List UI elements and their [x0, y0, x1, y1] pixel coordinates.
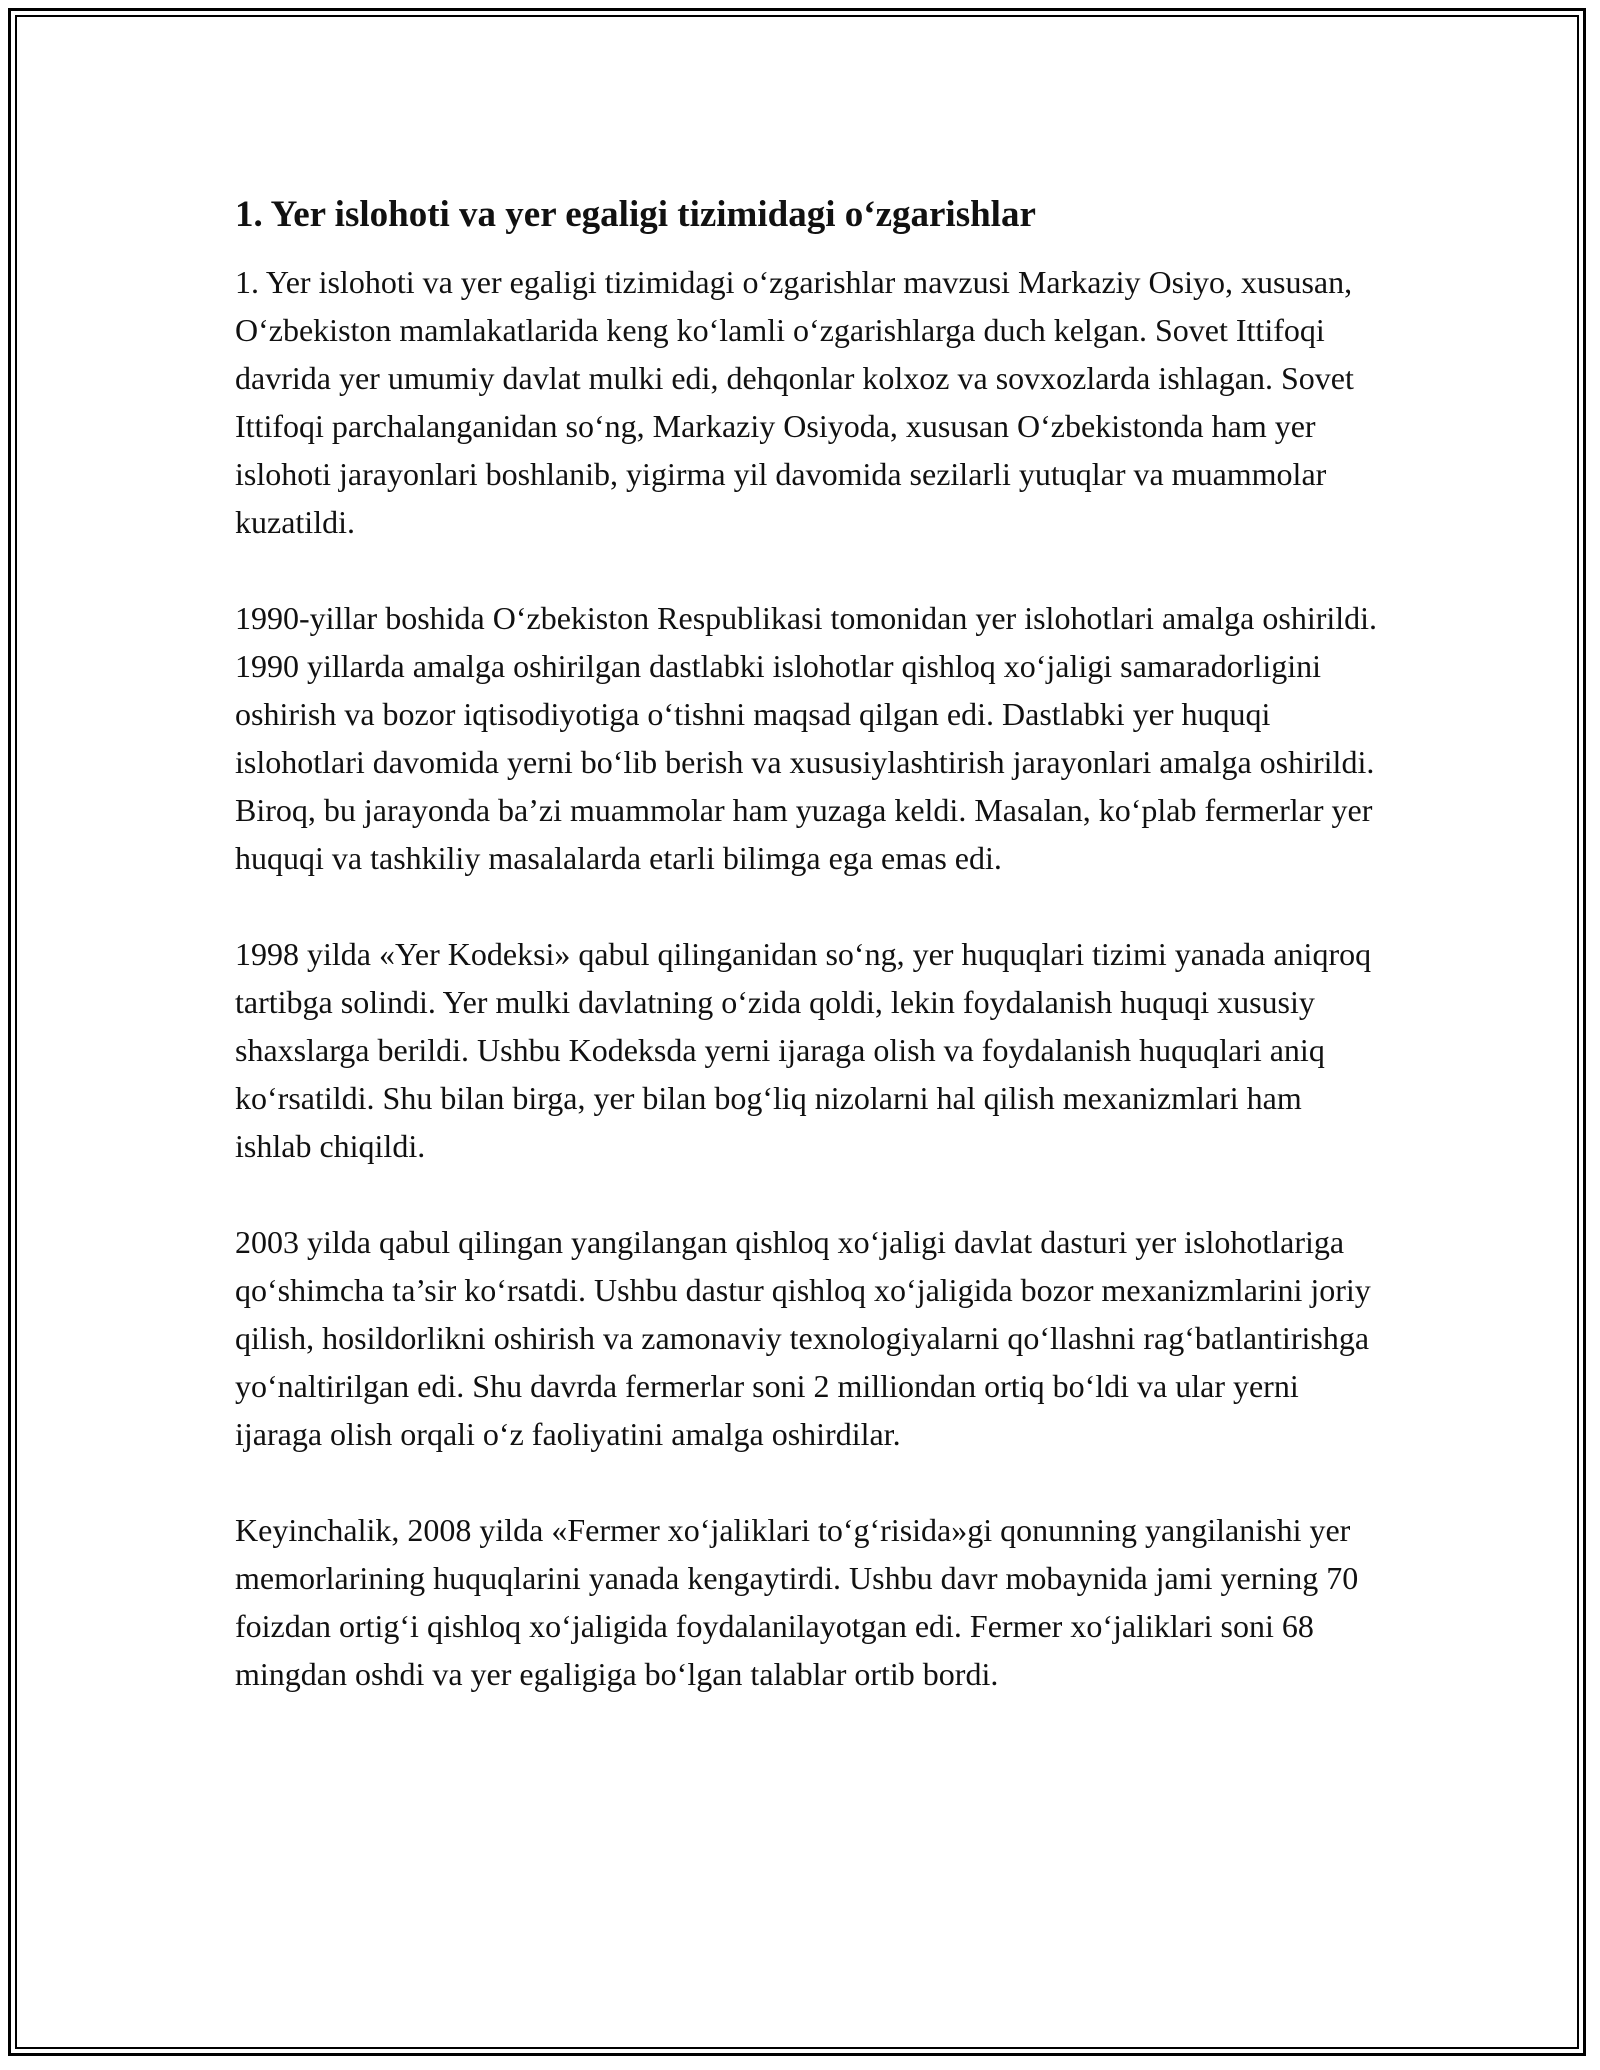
paragraph-3: 1998 yilda «Yer Kodeksi» qabul qilinganidan so‘ng, yer huquqlari tizimi yanada aniqroq tartibga solindi. Yer mulki davlatning o‘zida qoldi, lekin foydalanish huquqi xususiy shaxslarga berildi. Ushbu Kodeksda yerni ijaraga olish va foydalanish huquqlari aniq ko‘rsatildi. Shu bilan birga, yer bilan bog‘liq nizolarni hal qilish mexanizmlari ham ishlab chiqildi. [235, 936, 1372, 1164]
paragraph-1: 1. Yer islohoti va yer egaligi tizimidagi o‘zgarishlar mavzusi Markaziy Osiyo, xususan, O‘zbekiston mamlakatlarida keng ko‘lamli o‘zgarishlarga duch kelgan. Sovet Ittifoqi davrida yer umumiy davlat mulki edi, dehqonlar kolxoz va sovxozlarda ishlagan. Sovet Ittifoqi parchalanganidan so‘ng, Markaziy Osiyoda, xususan O‘zbekistonda ham yer islohoti jarayonlari boshlanib, yigirma yil davomida sezilarli yutuqlar va muammolar kuzatildi. [235, 264, 1354, 540]
paragraph-5: Keyinchalik, 2008 yilda «Fermer xo‘jaliklari to‘g‘risida»gi qonunning yangilanishi yer memorlarining huquqlarini yanada kengaytirdi. Ushbu davr mobaynida jami yerning 70 foizdan ortig‘i qishloq xo‘jaligida foydalanilayotgan edi. Fermer xo‘jaliklari soni 68 mingdan oshdi va yer egaligiga bo‘lgan talablar ortib bordi. [235, 1512, 1359, 1692]
document-body [235, 190, 1385, 1698]
section-title: 1. Yer islohoti va yer egaligi tizimidagi o‘zgarishlar [235, 194, 1036, 235]
paragraph-4: 2003 yilda qabul qilingan yangilangan qishloq xo‘jaligi davlat dasturi yer islohotlariga qo‘shimcha ta’sir ko‘rsatdi. Ushbu dastur qishloq xo‘jaligida bozor mexanizmlarini joriy qilish, hosildorlikni oshirish va zamonaviy texnologiyalarni qo‘llashni rag‘batlantirishga yo‘naltirilgan edi. Shu davrda fermerlar soni 2 milliondan ortiq bo‘ldi va ular yerni ijaraga olish orqali o‘z faoliyatini amalga oshirdilar. [235, 1224, 1371, 1452]
paragraph-2: 1990-yillar boshida O‘zbekiston Respublikasi tomonidan yer islohotlari amalga oshirildi. 1990 yillarda amalga oshirilgan dastlabki islohotlar qishloq xo‘jaligi samaradorligini oshirish va bozor iqtisodiyotiga o‘tishni maqsad qilgan edi. Dastlabki yer huquqi islohotlari davomida yerni bo‘lib berish va xususiylashtirish jarayonlari amalga oshirildi. Biroq, bu jarayonda ba’zi muammolar ham yuzaga keldi. Masalan, ko‘plab fermerlar yer huquqi va tashkiliy masalalarda etarli bilimga ega emas edi. [235, 600, 1378, 876]
